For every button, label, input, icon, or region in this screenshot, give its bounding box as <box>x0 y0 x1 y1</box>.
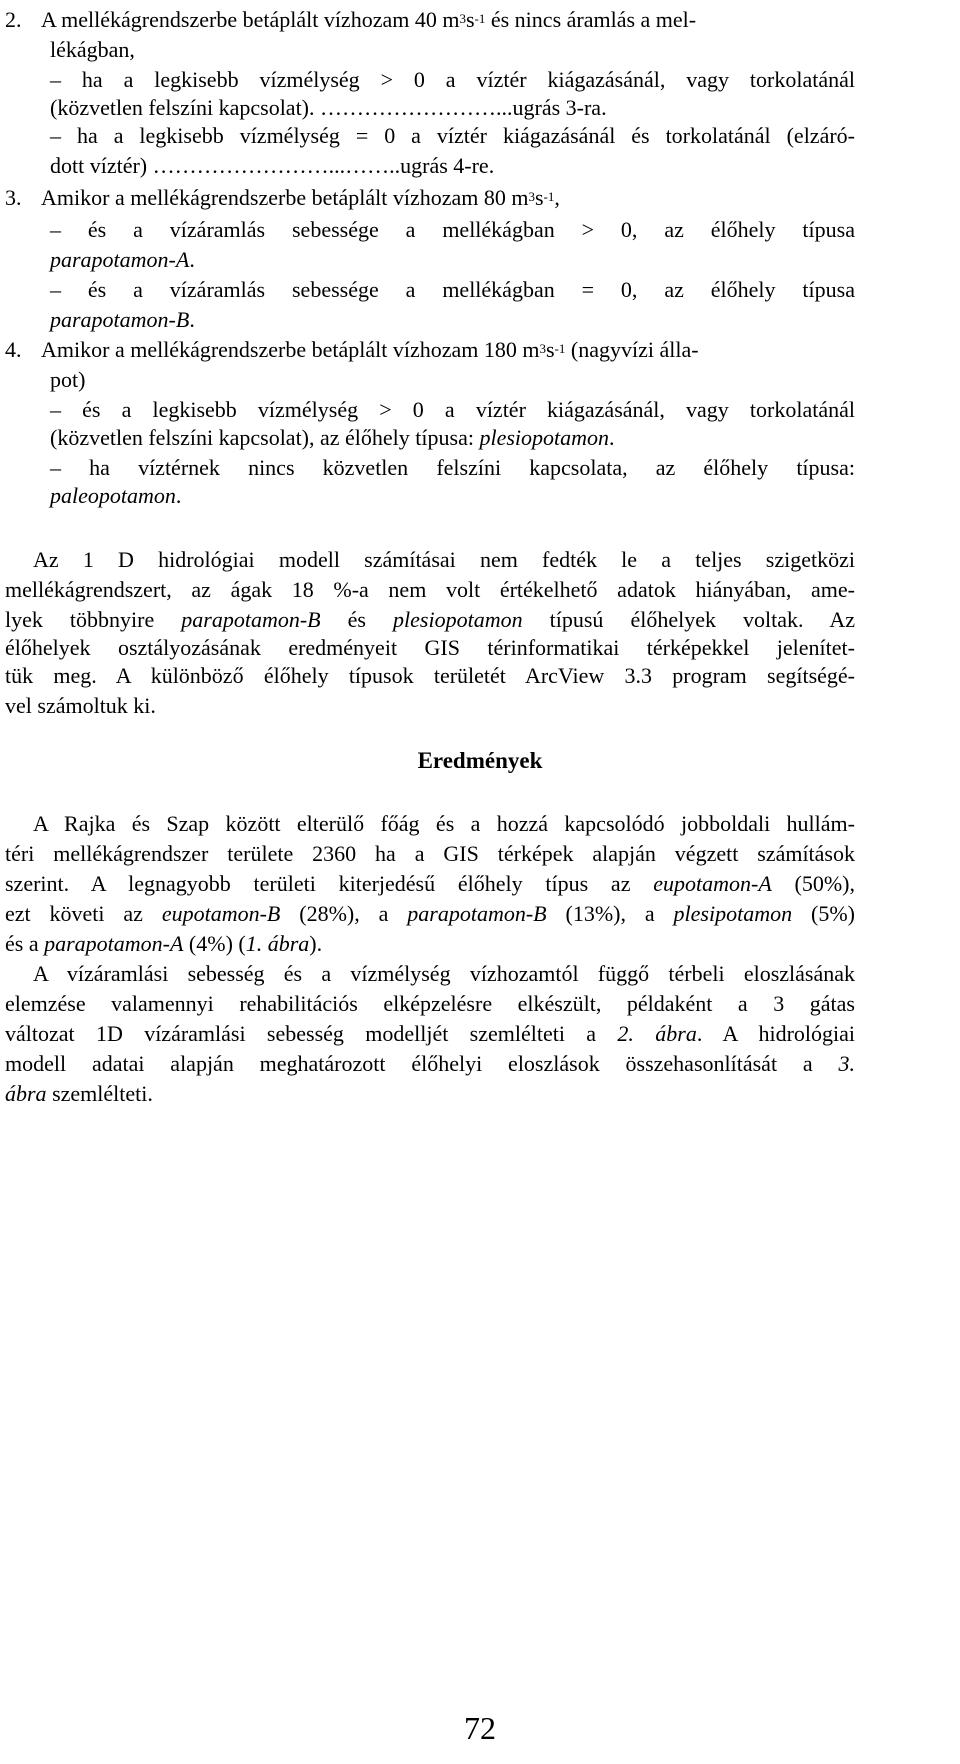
section-heading: Eredmények <box>417 748 543 773</box>
item-3-sub-2-line-2: parapotamon-B. <box>50 307 195 332</box>
item-2-line-2: lékágban, <box>50 37 135 62</box>
item-4-sub-1-line-1: – és a legkisebb vízmélység > 0 a víztér kiágazásánál, vagy torkolatánál <box>50 397 855 422</box>
item-2-line-1: 2. A mellékágrendszerbe betáplált vízhozam 40 $m^3s^{-1}$ és nincs áramlás a mel- <box>5 7 697 32</box>
item-4-sub-1-line-2: (közvetlen felszíni kapcsolat), az élőhely típusa: plesiopotamon. <box>50 425 615 450</box>
para-3-line-4: modell adatai alapján meghatározott élőhelyi eloszlások összehasonlítását a 3. <box>5 1051 855 1076</box>
item-3-sub-2-line-1: – és a vízáramlás sebessége a mellékágban = 0, az élőhely típusa <box>50 277 855 302</box>
item-3-sub-1-line-2: parapotamon-A. <box>50 247 195 272</box>
para-1-line-5: tük meg. A különböző élőhely típusok területét ArcView 3.3 program segítségé- <box>5 663 855 688</box>
item-2-sub-2-line-1: – ha a legkisebb vízmélység = 0 a víztér kiágazásánál és torkolatánál (elzáró- <box>50 123 855 148</box>
item-2-sub-1-line-1: – ha a legkisebb vízmélység > 0 a víztér kiágazásánál, vagy torkolatánál <box>50 67 855 92</box>
item-3-sub-1-line-1: – és a vízáramlás sebessége a mellékágban > 0, az élőhely típusa <box>50 217 855 242</box>
item-3-number: 3. <box>5 185 22 210</box>
para-2-line-1: A Rajka és Szap között elterülő főág és a hozzá kapcsolódó jobboldali hullám- <box>33 811 855 836</box>
para-1-line-2: mellékágrendszert, az ágak 18 %-a nem volt értékelhető adatok hiányában, ame- <box>5 577 855 602</box>
para-3-line-1: A vízáramlási sebesség és a vízmélység vízhozamtól függő térbeli eloszlásának <box>33 961 855 986</box>
para-3-line-5: ábra szemlélteti. <box>5 1081 153 1106</box>
para-2-line-3: szerint. A legnagyobb területi kiterjedésű élőhely típus az eupotamon-A (50%), <box>5 871 856 896</box>
para-2-line-4: ezt követi az eupotamon-B (28%), a parapotamon-B (13%), a plesipotamon (5%) <box>5 901 855 926</box>
para-1-line-3: lyek többnyire parapotamon-B és plesiopotamon típusú élőhelyek voltak. Az <box>5 607 855 632</box>
item-2-sub-2-line-2: dott víztér) ……………………...……..ugrás 4-re. <box>50 153 495 178</box>
para-3-line-2: elemzése valamennyi rehabilitációs elképzelésre elkészült, példaként a 3 gátas <box>5 991 855 1016</box>
item-4-sub-2-line-1: – ha víztérnek nincs közvetlen felszíni kapcsolata, az élőhely típusa: <box>50 455 855 480</box>
item-4-sub-2-line-2: paleopotamon. <box>50 483 182 508</box>
para-2-line-5: és a parapotamon-A (4%) (1. ábra). <box>5 931 323 956</box>
para-1-line-1: Az 1 D hidrológiai modell számításai nem fedték le a teljes szigetközi <box>33 547 855 572</box>
item-2-sub-1-line-2: (közvetlen felszíni kapcsolat). ……………………...ugrás 3-ra. <box>50 95 607 120</box>
page-number: 72 <box>464 1710 496 1746</box>
para-1-line-4: élőhelyek osztályozásának eredményeit GIS térinformatikai térképekkel jelenítet- <box>5 635 855 660</box>
para-2-line-2: téri mellékágrendszer területe 2360 ha a GIS térképek alapján végzett számítások <box>5 841 855 866</box>
item-2-number: 2. <box>5 7 22 32</box>
item-4-line-2: pot) <box>50 367 86 392</box>
para-3-line-3: változat 1D vízáramlási sebesség modelljét szemlélteti a 2. ábra. A hidrológiai <box>5 1021 856 1046</box>
item-4-number: 4. <box>5 337 22 362</box>
item-4-line-1: 4. Amikor a mellékágrendszerbe betáplált vízhozam 180 $m^3s^{-1}$ (nagyvízi álla- <box>5 337 699 362</box>
para-1-line-6: vel számoltuk ki. <box>5 693 156 718</box>
item-3-line-1: 3. Amikor a mellékágrendszerbe betáplált vízhozam 80 $m^3s^{-1}$, <box>5 185 560 210</box>
